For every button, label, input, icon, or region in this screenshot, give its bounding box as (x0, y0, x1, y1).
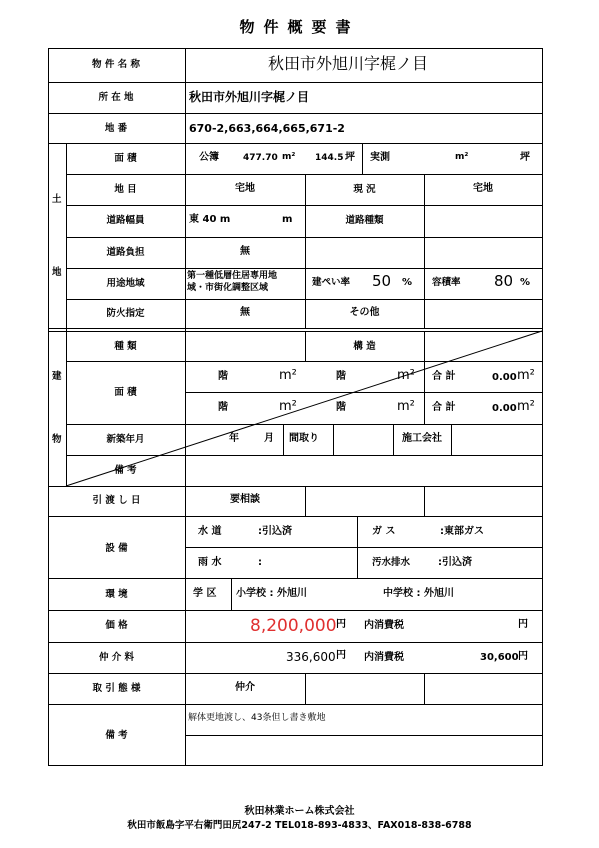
floor-2a: 階 (218, 402, 228, 413)
label-land-category: 地 目 (114, 184, 137, 195)
label-builder: 施工会社 (402, 433, 442, 444)
label-building-type: 種 類 (114, 341, 137, 352)
floor-1a: 階 (218, 371, 228, 382)
commission-tax-value: 30,600 (480, 652, 519, 663)
label-building-remarks: 備 考 (114, 465, 137, 476)
label-road-type: 道路種類 (345, 215, 384, 226)
commission-value: 336,600 (286, 650, 336, 664)
total-label-1: 合 計 (432, 371, 456, 382)
floor-ratio-unit: % (520, 277, 531, 288)
total-value-2: 0.00 (492, 403, 517, 414)
unit-2a: m² (279, 399, 297, 414)
label-handover: 引 渡 し 日 (92, 495, 141, 506)
total-value-1: 0.00 (492, 372, 517, 383)
water-value: :引込済 (258, 526, 292, 537)
fire-zone: 無 (240, 307, 250, 318)
commission-tax-yen: 円 (518, 651, 528, 662)
label-rain: 雨 水 (198, 557, 222, 568)
commission-yen: 円 (336, 650, 346, 661)
building-label-2: 物 (52, 434, 62, 445)
total-label-2: 合 計 (432, 402, 456, 413)
land-label-1: 土 (52, 194, 62, 205)
floor-ratio-value: 80 (494, 272, 514, 290)
built-year: 年 (229, 433, 239, 444)
coverage-value: 50 (372, 272, 392, 290)
built-month: 月 (264, 433, 274, 444)
handover: 要相談 (230, 494, 260, 505)
label-building-area: 面 積 (114, 387, 137, 398)
label-land-area: 面 積 (114, 153, 137, 164)
strike-line (66, 331, 542, 486)
m2-unit: m² (282, 152, 296, 162)
label-floor-ratio: 容積率 (432, 277, 461, 288)
junior-high-school: 中学校 : 外旭川 (383, 588, 454, 599)
label-road-width: 道路幅員 (106, 215, 145, 226)
lot-number: 670-2,663,664,665,671-2 (189, 122, 345, 135)
label-price: 価 格 (105, 620, 128, 631)
official-label: 公簿 (199, 152, 219, 163)
label-facilities: 設 備 (105, 543, 128, 554)
label-current: 現 況 (353, 184, 376, 195)
total-unit-1: m² (517, 368, 535, 383)
road-burden: 無 (240, 246, 250, 257)
zoning-line1: 第一種低層住居専用地 (187, 271, 278, 281)
label-coverage: 建ぺい率 (312, 277, 351, 288)
road-width: 東 40 m (189, 214, 231, 225)
road-width-unit2: m (282, 214, 293, 225)
label-location: 所 在 地 (98, 92, 134, 103)
price-tax-label: 内消費税 (364, 620, 404, 631)
label-environment: 環 境 (105, 589, 128, 600)
label-sewage: 汚水排水 (372, 557, 411, 568)
total-unit-2: m² (517, 399, 535, 414)
actual-label: 実測 (370, 152, 390, 163)
remarks: 解体更地渡し、43条但し書き敷地 (188, 713, 326, 723)
label-school-district: 学 区 (193, 588, 217, 599)
unit-1b: m² (397, 368, 415, 383)
elementary-school: 小学校 : 外旭川 (236, 588, 307, 599)
label-zoning: 用途地域 (106, 278, 145, 289)
label-structure: 構 造 (353, 341, 376, 352)
land-category: 宅地 (235, 183, 255, 194)
footer-address: 秋田市飯島字平右衛門田尻247-2 TEL018-893-4833、FAX018-838-6788 (127, 820, 472, 831)
label-lot-number: 地 番 (104, 123, 128, 134)
page-title: 物件概要書 (239, 18, 360, 36)
building-label-1: 建 (52, 371, 62, 382)
price-tax-yen: 円 (518, 619, 528, 630)
label-water: 水 道 (198, 526, 222, 537)
actual-m2-unit: m² (455, 152, 469, 162)
label-remarks: 備 考 (105, 730, 128, 741)
official-tsubo: 144.5 (315, 153, 344, 163)
rain-value: : (258, 557, 262, 568)
footer-company: 秋田林業ホーム株式会社 (244, 806, 355, 817)
actual-tsubo-unit: 坪 (520, 152, 530, 163)
label-commission: 仲 介 料 (98, 652, 135, 663)
gas-value: :東部ガス (440, 526, 484, 537)
current-status: 宅地 (473, 183, 493, 194)
unit-1a: m² (279, 368, 297, 383)
commission-tax-label: 内消費税 (364, 652, 404, 663)
floor-1b: 階 (336, 371, 346, 382)
label-layout: 間取り (289, 433, 319, 444)
property-name: 秋田市外旭川字梶ノ目 (268, 54, 429, 73)
label-road-burden: 道路負担 (106, 247, 145, 258)
floor-2b: 階 (336, 402, 346, 413)
label-fire: 防火指定 (106, 308, 145, 319)
label-other: その他 (349, 307, 380, 318)
coverage-unit: % (402, 277, 413, 288)
transaction-type: 仲介 (235, 682, 255, 693)
label-transaction: 取 引 態 様 (92, 683, 141, 694)
price-value: 8,200,000 (250, 616, 337, 636)
tsubo-unit: 坪 (345, 152, 355, 163)
label-gas: ガ ス (372, 526, 396, 537)
land-label-2: 地 (52, 267, 62, 278)
sewage-value: :引込済 (438, 557, 472, 568)
label-property-name: 物 件 名 称 (92, 59, 140, 70)
location: 秋田市外旭川字梶ノ目 (189, 90, 310, 104)
zoning-line2: 域・市街化調整区域 (187, 283, 269, 293)
price-yen: 円 (336, 619, 346, 630)
unit-2b: m² (397, 399, 415, 414)
official-m2: 477.70 (243, 153, 278, 163)
label-built: 新築年月 (106, 434, 145, 445)
